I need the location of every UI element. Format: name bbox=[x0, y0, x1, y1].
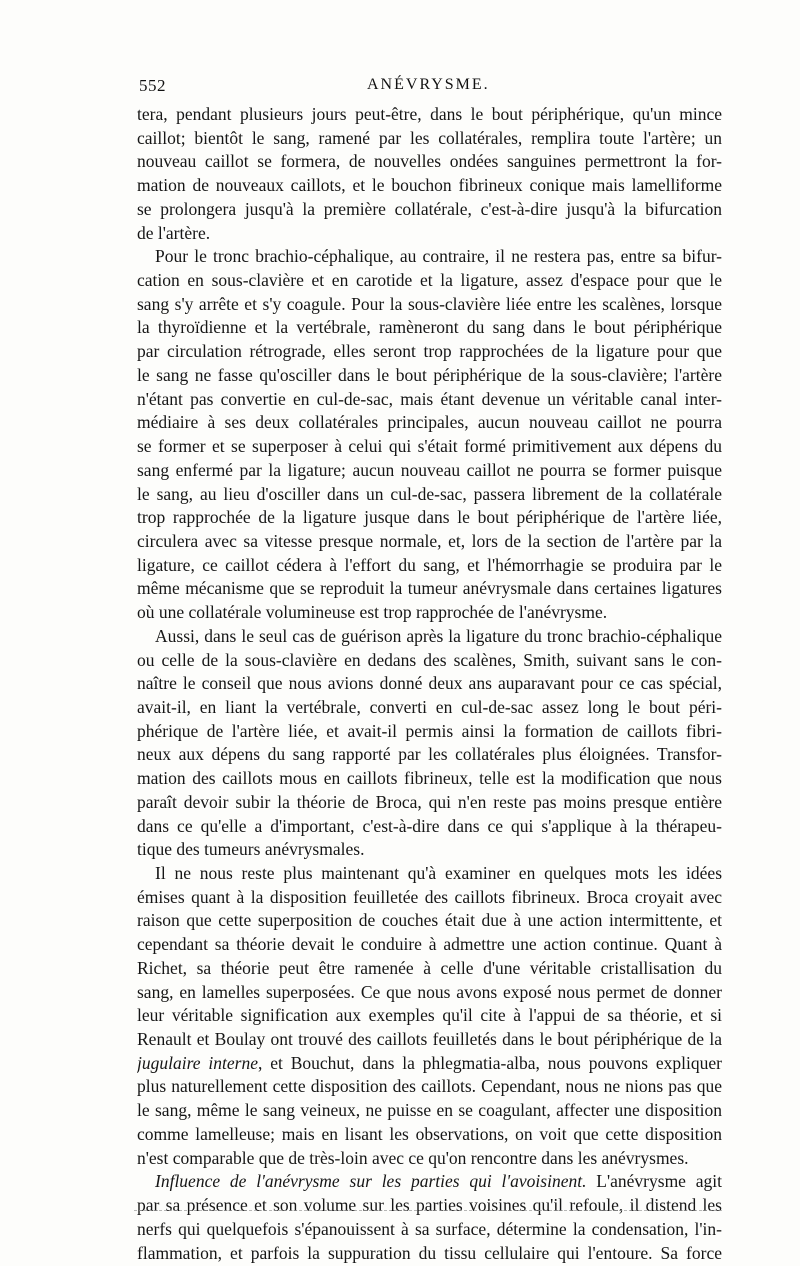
paragraph-2 bbox=[137, 245, 722, 625]
text-line: sang, en lamelles superposées. Ce que nous avons exposé nous permet de donner bbox=[137, 981, 722, 1002]
text-line: le sang, au lieu d'osciller dans un cul-de-sac, passera librement de la collatérale bbox=[137, 483, 722, 504]
text-line: paraît devoir subir la théorie de Broca, qui n'en reste pas moins presque entière bbox=[137, 791, 722, 812]
text-line: flammation, et parfois la suppuration du tissu cellulaire qui l'entoure. Sa force bbox=[137, 1242, 722, 1263]
text-line: mation des caillots mous en caillots fibrineux, telle est la modification que nous bbox=[137, 768, 722, 789]
text-line: par sa présence et son volume sur les parties voisines qu'il refoule, il distend les bbox=[137, 1195, 722, 1216]
text-line: cependant sa théorie devait le conduire à admettre une action continue. Quant à bbox=[137, 934, 722, 955]
text-line: avait-il, en liant la vertébrale, converti en cul-de-sac assez long le bout péri- bbox=[137, 696, 722, 717]
bottom-rule bbox=[134, 1210, 722, 1212]
text-line: sang s'y arrête et s'y coagule. Pour la sous-clavière liée entre les scalènes, lorsque bbox=[137, 293, 722, 314]
text-line: nouveau caillot se formera, de nouvelles ondées sanguines permettront la for- bbox=[137, 151, 722, 172]
text-line: jugulaire interne, et Bouchut, dans la phlegmatia-alba, nous pouvons expliquer bbox=[137, 1052, 722, 1073]
text-line: naître le conseil que nous avions donné deux ans auparavant pour ce cas spécial, bbox=[137, 673, 722, 694]
page-header bbox=[137, 76, 722, 100]
text-line: ligature, ce caillot cédera à l'effort du sang, et l'hémorrhagie se produira par le bbox=[137, 554, 722, 575]
text-line: nerfs qui quelquefois s'épanouissent à sa surface, détermine la condensation, l'in- bbox=[137, 1218, 722, 1239]
text-line: émises quant à la disposition feuilletée des caillots fibrineux. Broca croyait avec bbox=[137, 886, 722, 907]
text-line: Influence de l'anévrysme sur les parties qui l'avoisinent. L'anévrysme agit bbox=[155, 1171, 722, 1192]
text-line: Richet, sa théorie peut être ramenée à celle d'une véritable cristallisation du bbox=[137, 957, 722, 978]
text-line: sang enfermé par la ligature; aucun nouveau caillot ne pourra se former puisque bbox=[137, 459, 722, 480]
text-line: cation en sous-clavière et en carotide et la ligature, assez d'espace pour que le bbox=[137, 270, 722, 291]
text-line: de l'artère. bbox=[137, 222, 211, 243]
running-head: ANÉVRYSME. bbox=[367, 76, 490, 93]
text-line: caillot; bientôt le sang, ramené par les collatérales, remplira toute l'artère; un bbox=[137, 127, 722, 148]
paragraph-1 bbox=[137, 103, 722, 245]
paragraph-5 bbox=[137, 1170, 722, 1265]
text-line: Renault et Boulay ont trouvé des caillots feuilletés dans le bout périphérique de la bbox=[137, 1029, 722, 1050]
text-line: la thyroïdienne et la vertébrale, ramèneront du sang dans le bout périphérique bbox=[137, 317, 722, 338]
text-line: neux aux dépens du sang rapporté par les collatérales plus éloignées. Transfor- bbox=[137, 744, 722, 765]
text-line: tique des tumeurs anévrysmales. bbox=[137, 839, 365, 860]
text-line: plus naturellement cette disposition des caillots. Cependant, nous ne nions pas que bbox=[137, 1076, 722, 1097]
text-line: Aussi, dans le seul cas de guérison après la ligature du tronc brachio-céphalique bbox=[155, 625, 722, 646]
text-line: n'étant pas convertie en cul-de-sac, mais étant devenue un véritable canal inter- bbox=[137, 388, 722, 409]
paragraph-4 bbox=[137, 862, 722, 1170]
text-line: leur véritable signification aux exemples qu'il cite à l'appui de sa théorie, et si bbox=[137, 1005, 722, 1026]
text-line: se prolongera jusqu'à la première collatérale, c'est-à-dire jusqu'à la bifurcation bbox=[137, 198, 722, 219]
text-line: tera, pendant plusieurs jours peut-être, dans le bout périphérique, qu'un mince bbox=[137, 104, 722, 124]
text-line: comme lamelleuse; mais en lisant les observations, on voit que cette disposition bbox=[137, 1123, 722, 1144]
text-line: où une collatérale volumineuse est trop rapprochée de l'anévrysme. bbox=[137, 602, 608, 623]
paragraph-3 bbox=[137, 625, 722, 862]
text-line: le sang ne fasse qu'osciller dans le bout périphérique de la sous-clavière; l'artère bbox=[137, 364, 722, 385]
text-line: trop rapprochée de la ligature jusque dans le bout périphérique de l'artère liée, bbox=[137, 507, 722, 528]
text-line: phérique de l'artère liée, et avait-il permis ainsi la formation de caillots fibri- bbox=[137, 720, 722, 741]
text-line: n'est comparable que de très-loin avec ce qu'on rencontre dans les anévrysmes. bbox=[137, 1147, 689, 1168]
text-line: le sang, même le sang veineux, ne puisse en se coagulant, affecter une disposition bbox=[137, 1100, 722, 1121]
text-line: mation de nouveaux caillots, et le bouchon fibrineux conique mais lamelliforme bbox=[137, 175, 722, 196]
text-line: même mécanisme que se reproduit la tumeur anévrysmale dans certaines ligatures bbox=[137, 578, 722, 599]
text-line: Pour le tronc brachio-céphalique, au contraire, il ne restera pas, entre sa bifur- bbox=[155, 246, 722, 267]
text-line: dans ce qu'elle a d'important, c'est-à-dire dans ce qui s'applique à la thérapeu- bbox=[137, 815, 722, 836]
text-line: par circulation rétrograde, elles seront trop rapprochées de la ligature pour que bbox=[137, 341, 722, 362]
text-line: médiaire à ses deux collatérales principales, aucun nouveau caillot ne pourra bbox=[137, 412, 722, 433]
text-line: Il ne nous reste plus maintenant qu'à examiner en quelques mots les idées bbox=[155, 863, 722, 883]
page-number: 552 bbox=[139, 76, 166, 95]
text-line: se former et se superposer à celui qui s'était formé primitivement aux dépens du bbox=[137, 436, 722, 457]
body-text bbox=[137, 103, 722, 1265]
text-line: raison que cette superposition de couches était due à une action intermittente, et bbox=[137, 910, 722, 931]
text-line: ou celle de la sous-clavière en dedans des scalènes, Smith, suivant sans le con- bbox=[137, 649, 722, 670]
text-line: circulera avec sa vitesse presque normale, et, lors de la section de l'artère par la bbox=[137, 530, 722, 551]
